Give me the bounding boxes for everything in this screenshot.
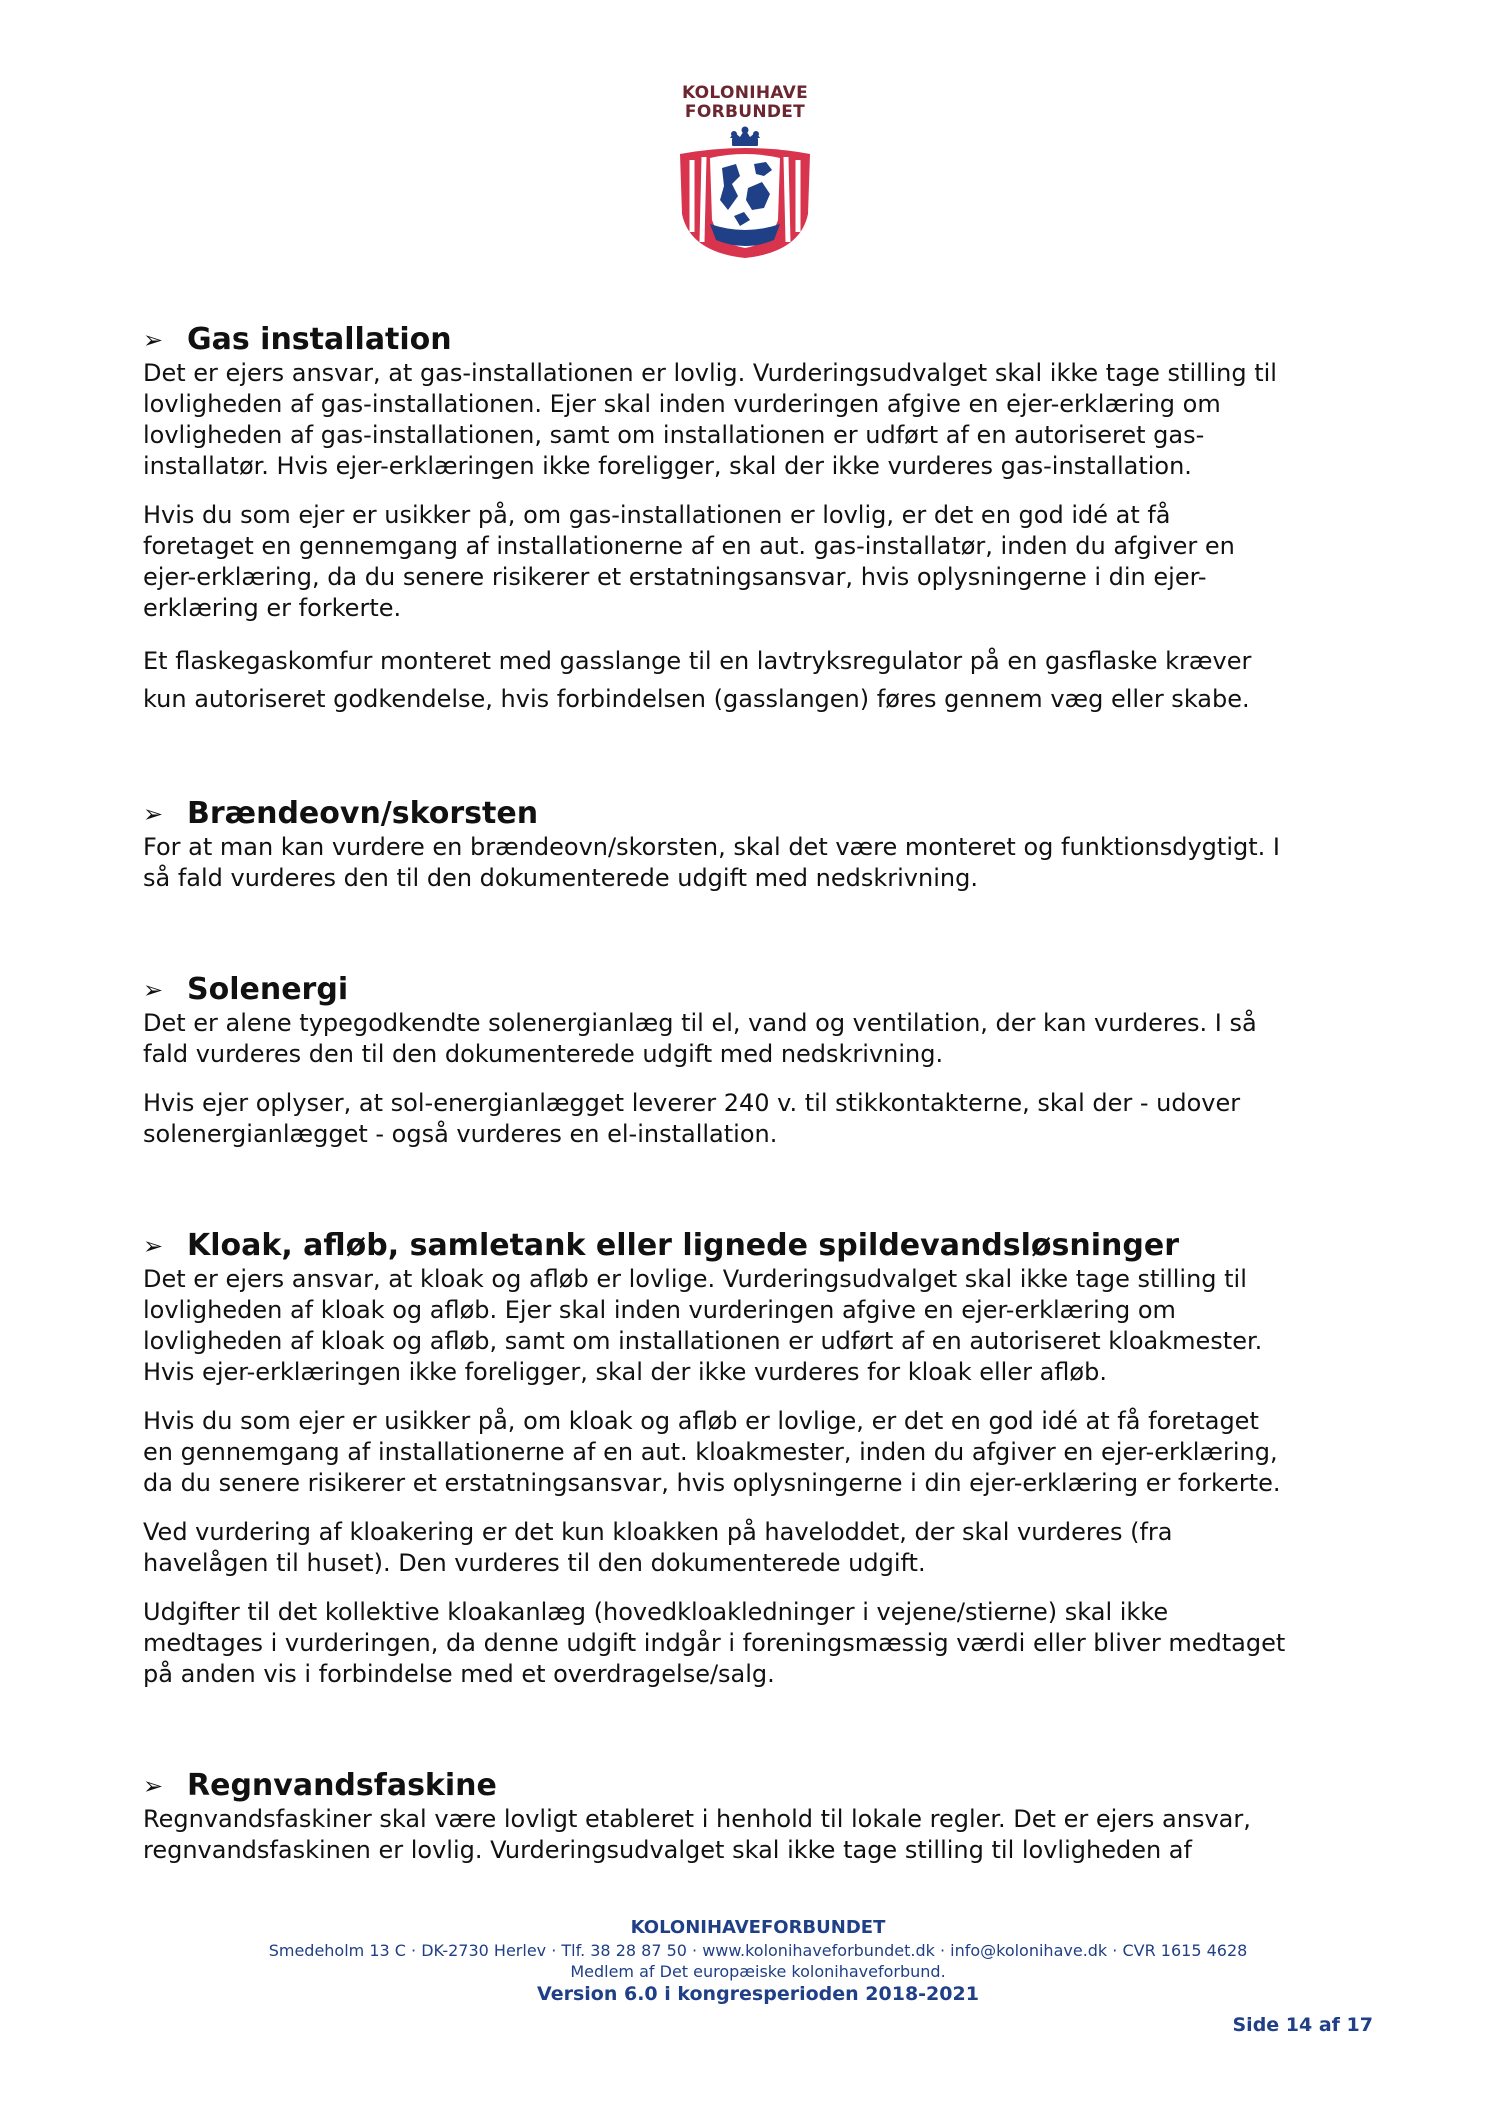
paragraph: Hvis ejer oplyser, at sol-energianlægget leverer 240 v. til stikkontakterne, skal der - udover solenergianlægget - også vurderes en el-installation.: [143, 1089, 1241, 1148]
paragraph: Et flaskegaskomfur monteret med gasslange til en lavtryksregulator på en gasflaske kræver kun autoriseret godkendelse, hvis forbindelsen (gasslangen) føres gennem væg eller skabe.: [143, 647, 1252, 713]
paragraph: Det er ejers ansvar, at kloak og afløb er lovlige. Vurderingsudvalget skal ikke tage stilling til lovligheden af kloak og afløb. Ejer skal inden vurderingen afgive en ejer-erklæring om lovligheden af kloak og afløb, samt om installationen er udført af en autoriseret kloakmester. Hvis ejer-erklæringen ikke foreligger, skal der ikke vurderes for kloak eller afløb.: [143, 1265, 1263, 1386]
arrow-bullet-icon: ➢: [143, 326, 164, 354]
paragraph: Ved vurdering af kloakering er det kun kloakken på haveloddet, der skal vurderes (fra havelågen til huset). Den vurderes til den dokumenterede udgift.: [143, 1518, 1173, 1577]
arrow-bullet-icon: ➢: [143, 976, 164, 1004]
section-heading-regnvandsfaskine: ➢ Regnvandsfaskine: [143, 1768, 497, 1803]
paragraph: Hvis du som ejer er usikker på, om kloak og afløb er lovlige, er det en god idé at få foretaget en gennemgang af installationerne af en aut. kloakmester, inden du afgiver en ejer-erklæring, da du senere risikerer et erstatningsansvar, hvis oplysningerne i din ejer-erklæring er forkerte.: [143, 1407, 1281, 1497]
footer-address: Smedeholm 13 C · DK-2730 Herlev · Tlf. 38 28 87 50 · www.kolonihaveforbundet.dk · info@kolonihave.dk · CVR 1615 4628: [268, 1941, 1248, 1960]
footer-org: KOLONIHAVEFORBUNDET: [630, 1917, 886, 1938]
paragraph: Det er ejers ansvar, at gas-installationen er lovlig. Vurderingsudvalget skal ikke tage stilling til lovligheden af gas-installationen. Ejer skal inden vurderingen afgive en ejer-erklæring om lovligheden af gas-installationen, samt om installationen er udført af en autoriseret gas- installatør. Hvis ejer-erklæringen ikke foreligger, skal der ikke vurderes gas-installation.: [143, 359, 1277, 480]
logo: [670, 84, 820, 270]
section-heading-kloak: ➢ Kloak, afløb, samletank eller lignede spildevandsløsninger: [143, 1228, 1179, 1263]
page-footer: [143, 1916, 1373, 2036]
crest-icon: [670, 124, 820, 264]
document-body: [143, 322, 1373, 1866]
footer-version: Version 6.0 i kongresperioden 2018-2021: [537, 1983, 979, 2005]
section-heading-gas: ➢ Gas installation: [143, 322, 452, 357]
paragraph: Det er alene typegodkendte solenergianlæg til el, vand og ventilation, der kan vurderes. I så fald vurderes den til den dokumenterede udgift med nedskrivning.: [143, 1009, 1257, 1068]
paragraph: Hvis du som ejer er usikker på, om gas-installationen er lovlig, er det en god idé at få foretaget en gennemgang af installationerne af en aut. gas-installatør, inden du afgiver en ejer-erklæring, da du senere risikerer et erstatningsansvar, hvis oplysningerne i din ejer- erklæring er forkerte.: [143, 501, 1235, 622]
paragraph: For at man kan vurdere en brændeovn/skorsten, skal det være monteret og funktionsdygtigt. I så fald vurderes den til den dokumenterede udgift med nedskrivning.: [143, 833, 1280, 892]
page-number: Side 14 af 17: [1232, 2014, 1373, 2036]
section-heading-braendeovn: ➢ Brændeovn/skorsten: [143, 796, 539, 831]
paragraph: Regnvandsfaskiner skal være lovligt etableret i henhold til lokale regler. Det er ejers ansvar, regnvandsfaskinen er lovlig. Vurderingsudvalget skal ikke tage stilling til lovligheden af: [143, 1805, 1251, 1864]
section-heading-solenergi: ➢ Solenergi: [143, 972, 349, 1007]
arrow-bullet-icon: ➢: [143, 1772, 164, 1800]
arrow-bullet-icon: ➢: [143, 1232, 164, 1260]
footer-member: Medlem af Det europæiske kolonihaveforbund.: [570, 1962, 946, 1981]
paragraph: Udgifter til det kollektive kloakanlæg (hovedkloakledninger i vejene/stierne) skal ikke medtages i vurderingen, da denne udgift indgår i foreningsmæssig værdi eller bliver medtaget på anden vis i forbindelse med et overdragelse/salg.: [143, 1598, 1286, 1688]
logo-text-line2: FORBUNDET: [684, 102, 806, 122]
arrow-bullet-icon: ➢: [143, 800, 164, 828]
logo-text-line1: KOLONIHAVE: [681, 83, 809, 103]
